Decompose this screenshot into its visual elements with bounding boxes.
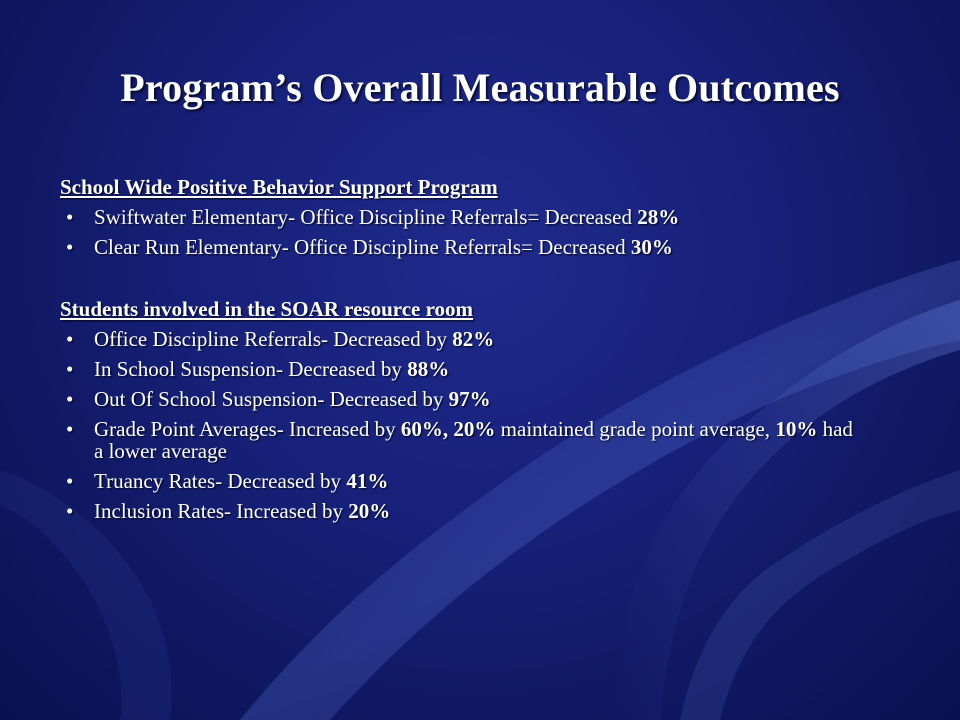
bullet-icon: • (66, 499, 74, 523)
item-value-3: 10% (775, 417, 818, 441)
bullet-icon: • (66, 205, 74, 229)
item-value-2: 20% (453, 417, 496, 441)
bullet-icon: • (66, 235, 74, 259)
bullet-icon: • (66, 387, 74, 411)
list-item (60, 388, 860, 410)
item-value: 60%, (400, 417, 449, 441)
item-value: 88% (407, 357, 450, 381)
list-item (60, 236, 860, 258)
bullet-icon: • (66, 417, 74, 441)
list-item (60, 328, 860, 350)
list-item (60, 358, 860, 380)
item-text: Inclusion Rates- Increased by (94, 499, 349, 523)
list-item (60, 470, 860, 492)
item-text: Out Of School Suspension- Decreased by (94, 387, 449, 411)
item-text: Truancy Rates- Decreased by (94, 469, 347, 493)
item-value: 28% (637, 205, 680, 229)
section-spacer (60, 266, 860, 294)
item-text-2: maintained grade point average, (495, 417, 776, 441)
slide-content (60, 172, 860, 530)
item-value: 41% (346, 469, 389, 493)
bullet-list-swpbs (60, 206, 860, 258)
item-value: 20% (348, 499, 391, 523)
item-text: In School Suspension- Decreased by (94, 357, 408, 381)
item-value: 82% (452, 327, 495, 351)
list-item (60, 418, 860, 462)
item-text-3: had a lower average (94, 417, 853, 463)
bullet-icon: • (66, 327, 74, 351)
list-item (60, 500, 860, 522)
slide-title: Program’s Overall Measurable Outcomes (120, 65, 840, 110)
list-item (60, 206, 860, 228)
item-text: Swiftwater Elementary- Office Discipline Referrals= Decreased (94, 205, 638, 229)
section-heading-swpbs: School Wide Positive Behavior Support Program (60, 175, 498, 199)
item-text: Grade Point Averages- Increased by (94, 417, 401, 441)
item-text: Office Discipline Referrals- Decreased by (94, 327, 453, 351)
section-heading-soar: Students involved in the SOAR resource room (60, 297, 474, 321)
bullet-list-soar (60, 328, 860, 522)
item-text: Clear Run Elementary- Office Discipline Referrals= Decreased (94, 235, 631, 259)
bullet-icon: • (66, 469, 74, 493)
item-value: 97% (448, 387, 491, 411)
bullet-icon: • (66, 357, 74, 381)
item-value: 30% (630, 235, 673, 259)
